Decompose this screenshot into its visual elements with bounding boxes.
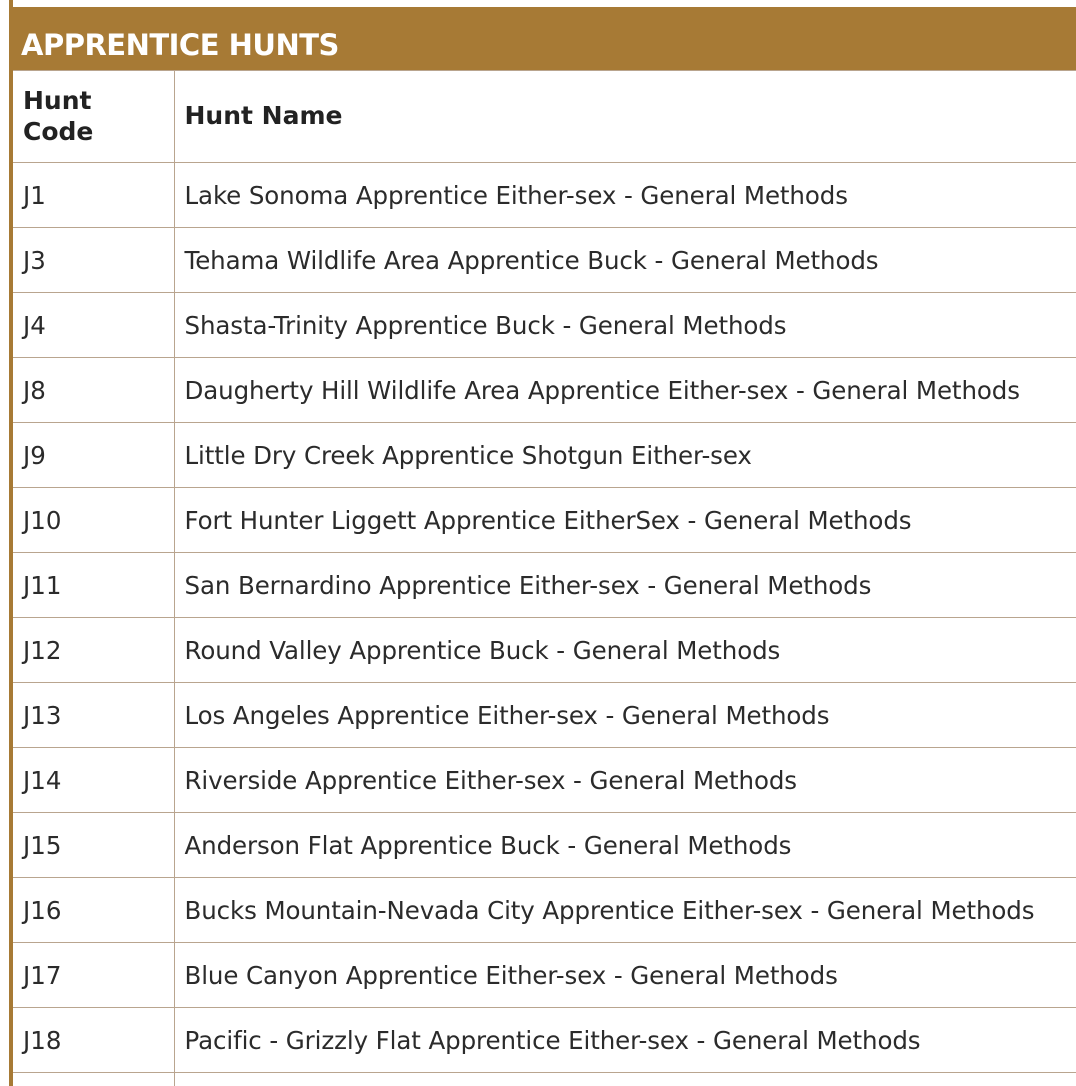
table-body: [13, 163, 1076, 1086]
column-header-hunt-code-label: Hunt Code: [23, 86, 94, 146]
hunt-name-cell: Riverside Apprentice Either-sex - General Methods: [174, 748, 1076, 813]
hunt-code-cell: J9: [13, 423, 174, 488]
table-row: [13, 488, 1076, 553]
hunt-name-cell: Tehama Wildlife Area Apprentice Buck - General Methods: [174, 228, 1076, 293]
hunt-name-cell: Shasta-Trinity Apprentice Buck - General Methods: [174, 293, 1076, 358]
hunt-code-cell: J8: [13, 358, 174, 423]
hunt-name-cell: San Bernardino Apprentice Either-sex - General Methods: [174, 553, 1076, 618]
hunts-table: [13, 70, 1076, 1086]
column-header-hunt-name: Hunt Name: [174, 71, 1076, 163]
hunt-name-cell: Daugherty Hill Wildlife Area Apprentice Either-sex - General Methods: [174, 358, 1076, 423]
hunt-code-cell: J14: [13, 748, 174, 813]
table-row: [13, 293, 1076, 358]
hunt-name-cell: Pacific - Grizzly Flat Apprentice Either-sex - General Methods: [174, 1008, 1076, 1073]
hunt-code-cell: J4: [13, 293, 174, 358]
table-row: [13, 813, 1076, 878]
hunt-name-cell: Little Dry Creek Apprentice Shotgun Either-sex: [174, 423, 1076, 488]
hunt-name-cell: Los Angeles Apprentice Either-sex - General Methods: [174, 683, 1076, 748]
table-row: [13, 1073, 1076, 1086]
table-row: [13, 878, 1076, 943]
table-row: [13, 228, 1076, 293]
table-row: [13, 683, 1076, 748]
table-row: [13, 553, 1076, 618]
hunt-code-cell: J15: [13, 813, 174, 878]
section-title-bar: [9, 7, 1076, 70]
table-row: [13, 618, 1076, 683]
hunt-name-cell: Round Valley Apprentice Buck - General Methods: [174, 618, 1076, 683]
table-row: [13, 943, 1076, 1008]
table-header-row: [13, 71, 1076, 163]
hunt-name-cell: Fort Hunter Liggett Apprentice EitherSex - General Methods: [174, 488, 1076, 553]
hunt-code-cell: J17: [13, 943, 174, 1008]
hunt-name-cell: Bucks Mountain-Nevada City Apprentice Either-sex - General Methods: [174, 878, 1076, 943]
hunt-name-cell: Blue Canyon Apprentice Either-sex - General Methods: [174, 943, 1076, 1008]
hunt-code-cell: J18: [13, 1008, 174, 1073]
table-row: [13, 748, 1076, 813]
hunt-name-cell: [174, 1073, 1076, 1086]
hunt-name-cell: Anderson Flat Apprentice Buck - General Methods: [174, 813, 1076, 878]
hunt-code-cell: J16: [13, 878, 174, 943]
column-header-hunt-code: [13, 71, 174, 163]
hunt-code-cell: J3: [13, 228, 174, 293]
section-title: APPRENTICE HUNTS: [21, 27, 339, 62]
hunt-code-cell: J12: [13, 618, 174, 683]
hunt-code-cell: [13, 1073, 174, 1086]
table-row: [13, 163, 1076, 228]
hunt-code-cell: J1: [13, 163, 174, 228]
hunt-code-cell: J13: [13, 683, 174, 748]
hunt-name-cell: Lake Sonoma Apprentice Either-sex - General Methods: [174, 163, 1076, 228]
table-row: [13, 423, 1076, 488]
table-row: [13, 358, 1076, 423]
hunt-code-cell: J10: [13, 488, 174, 553]
table-row: [13, 1008, 1076, 1073]
hunt-code-cell: J11: [13, 553, 174, 618]
